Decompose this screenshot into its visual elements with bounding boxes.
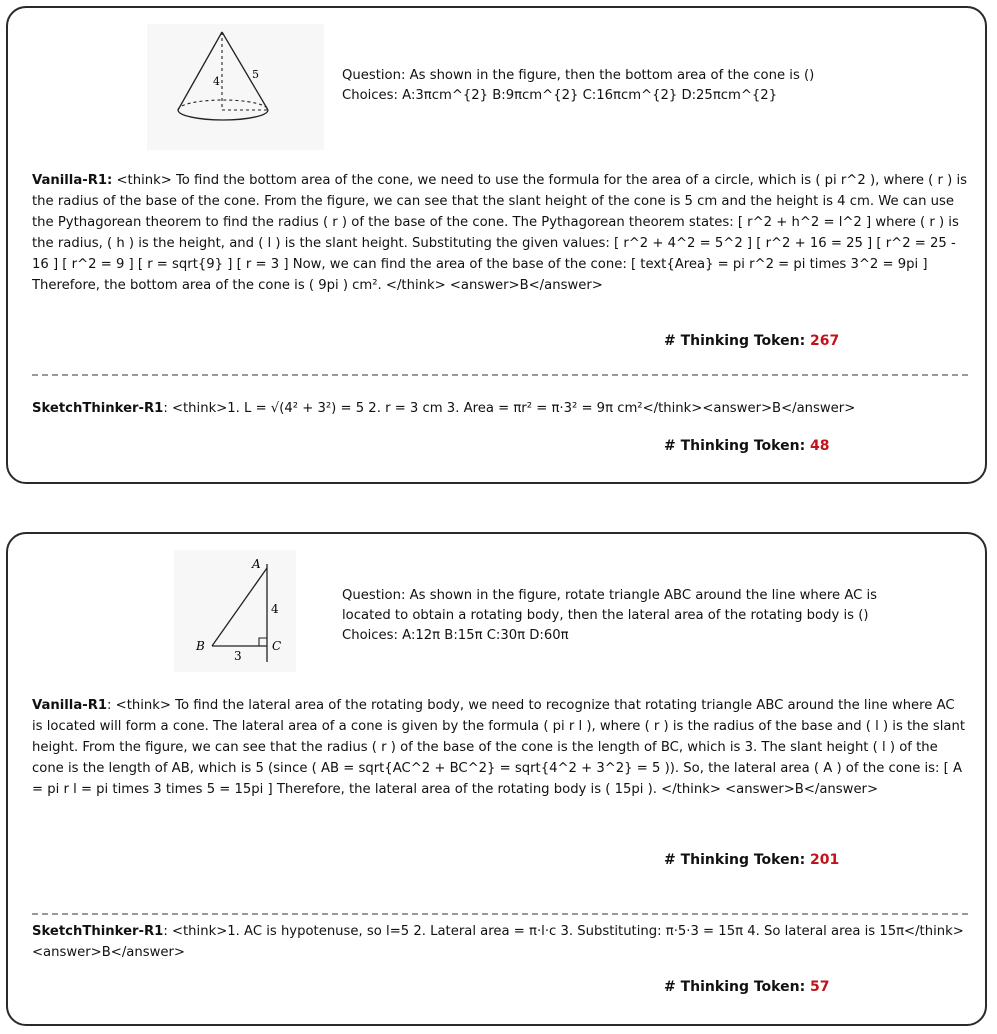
cone-base-front bbox=[178, 110, 268, 120]
vanilla-text: : <think> To find the lateral area of the rotating body, we need to recognize that rotating triangle ABC around the line where AC is located will form a cone. The lateral area of a cone is given by the formula ( pi r l ), where ( r ) is the radius of the base and ( l ) is the slant height. From the figure, we can see that the radius ( r ) of the base of the cone is the length of BC, which is 3. The slant height ( l ) of the cone is the length of AB, which is 5 (since ( AB = sqrt{AC^2 + BC^2} = sqrt{4^2 + 3^2} = 5 )). So, the lateral area ( A ) of the cone is: [ A = pi r l = pi times 3 times 5 = 15pi ] Therefore, the lateral area of the rotating body is ( 15pi ). </think> <answer>B</answer> bbox=[32, 698, 965, 797]
side-ab bbox=[212, 568, 267, 646]
example-card-triangle bbox=[6, 532, 987, 1026]
sketch-label: SketchThinker-R1 bbox=[32, 924, 164, 939]
token-label: # Thinking Token: bbox=[664, 852, 811, 868]
vanilla-response bbox=[32, 170, 967, 296]
sketch-label: SketchThinker-R1 bbox=[32, 401, 164, 416]
example-card-cone bbox=[6, 6, 987, 484]
cone-right-edge bbox=[222, 32, 268, 110]
cone-left-edge bbox=[178, 32, 222, 110]
sketch-text: : <think>1. AC is hypotenuse, so l=5 2. Lateral area = π·l·c 3. Substituting: π·5·3 = 15π 4. So lateral area is 15π</think><answer>B</answer> bbox=[32, 924, 964, 960]
cone-slant-label: 5 bbox=[252, 68, 259, 81]
cone-figure bbox=[147, 24, 324, 150]
question-text bbox=[342, 66, 962, 106]
side-bc-label: 3 bbox=[234, 649, 242, 663]
question-line: Question: As shown in the figure, then the bottom area of the cone is () bbox=[342, 68, 815, 83]
vanilla-token-count bbox=[664, 852, 839, 868]
choices-line: Choices: A:3πcm^{2} B:9πcm^{2} C:16πcm^{2} D:25πcm^{2} bbox=[342, 88, 778, 103]
vertex-c-label: C bbox=[272, 639, 282, 653]
token-value: 201 bbox=[810, 852, 840, 868]
cone-base-back bbox=[178, 100, 268, 110]
token-value: 267 bbox=[810, 333, 840, 349]
dashed-divider bbox=[32, 913, 968, 915]
sketch-text: : <think>1. L = √(4² + 3²) = 5 2. r = 3 cm 3. Area = πr² = π·3² = 9π cm²</think><answer>B</answer> bbox=[163, 401, 856, 416]
vertex-b-label: B bbox=[196, 639, 205, 653]
sketch-response bbox=[32, 921, 967, 963]
right-angle-mark bbox=[259, 638, 267, 646]
cone-height-label: 4 bbox=[213, 75, 220, 88]
token-value: 48 bbox=[810, 438, 830, 454]
sketch-token-count bbox=[664, 979, 830, 995]
token-label: # Thinking Token: bbox=[664, 438, 811, 454]
vanilla-label: Vanilla-R1: bbox=[32, 173, 113, 188]
triangle-diagram bbox=[174, 550, 296, 672]
token-label: # Thinking Token: bbox=[664, 979, 811, 995]
question-text bbox=[342, 586, 897, 646]
vanilla-token-count bbox=[664, 333, 839, 349]
vanilla-response bbox=[32, 695, 967, 800]
vanilla-label: Vanilla-R1 bbox=[32, 698, 108, 713]
token-value: 57 bbox=[810, 979, 830, 995]
sketch-response bbox=[32, 398, 967, 419]
cone-diagram bbox=[147, 24, 324, 150]
triangle-figure bbox=[174, 550, 296, 672]
question-line: Question: As shown in the figure, rotate triangle ABC around the line where AC is located to obtain a rotating body, then the lateral area of the rotating body is () Choices: A:12π B:15π C:30π D:60π bbox=[342, 588, 878, 643]
token-label: # Thinking Token: bbox=[664, 333, 811, 349]
vanilla-text: <think> To find the bottom area of the cone, we need to use the formula for the area of a circle, which is ( pi r^2 ), where ( r ) is the radius of the base of the cone. From the figure, we can see that the slant height of the cone is 5 cm and the height is 4 cm. We can use the Pythagorean theorem to find the radius ( r ) of the base of the cone. The Pythagorean theorem states: [ r^2 + h^2 = l^2 ] where ( r ) is the radius, ( h ) is the height, and ( l ) is the slant height. Substituting the given values: [ r^2 + 4^2 = 5^2 ] [ r^2 + 16 = 25 ] [ r^2 = 25 - 16 ] [ r^2 = 9 ] [ r = sqrt{9} ] [ r = 3 ] Now, we can find the area of the base of the cone: [ text{Area} = pi r^2 = pi times 3^2 = 9pi ] Therefore, the bottom area of the cone is ( 9pi ) cm². </think> <answer>B</answer> bbox=[32, 173, 967, 293]
dashed-divider bbox=[32, 374, 968, 376]
side-ac-label: 4 bbox=[271, 602, 279, 616]
sketch-token-count bbox=[664, 438, 830, 454]
vertex-a-label: A bbox=[252, 557, 261, 571]
